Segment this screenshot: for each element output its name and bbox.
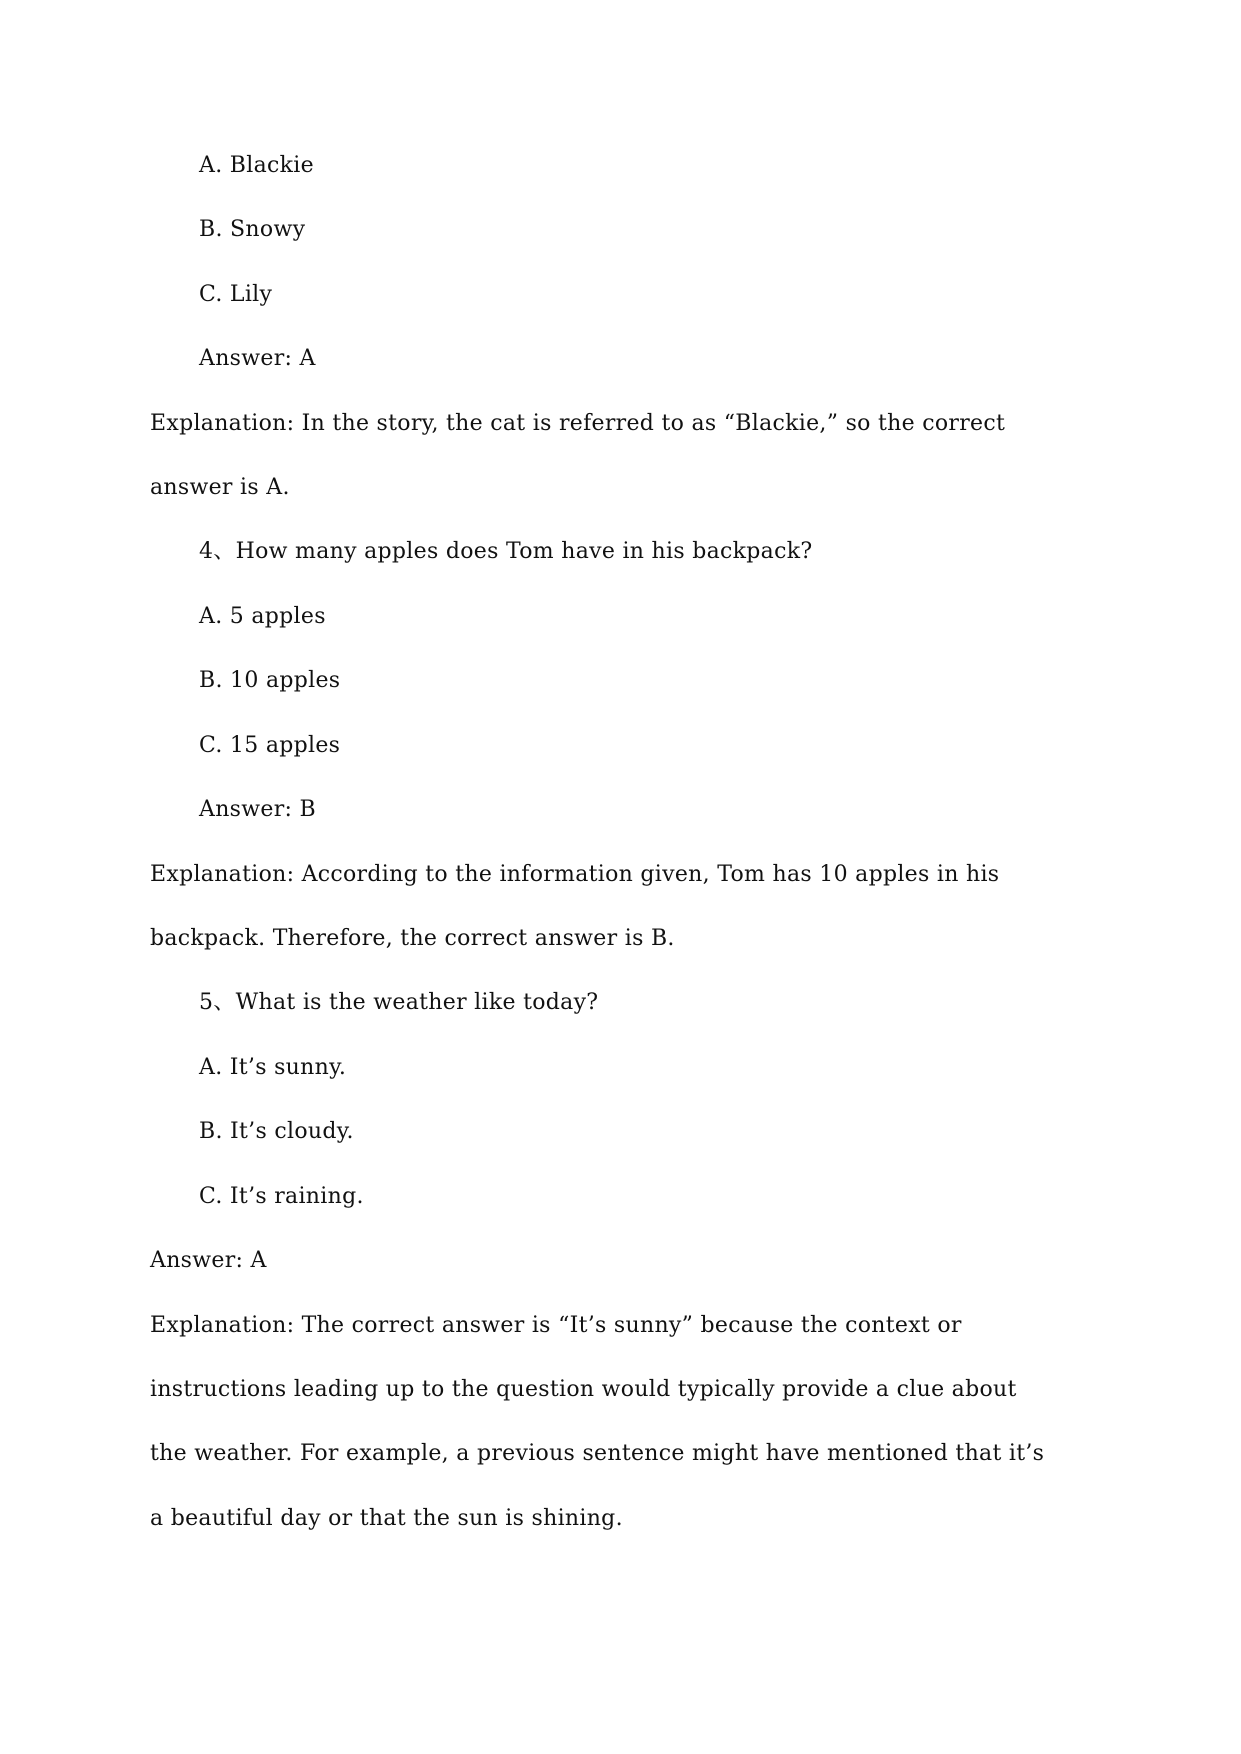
q5-option-c: C. It’s raining. [199,1184,364,1209]
q5-explanation-line-1: Explanation: The correct answer is “It’s sunny” because the context or [150,1313,962,1338]
q4-option-b: B. 10 apples [199,668,341,693]
q5-option-a: A. It’s sunny. [199,1055,347,1080]
q3-answer: Answer: A [199,346,316,371]
q5-option-b: B. It’s cloudy. [199,1119,354,1144]
q4-answer: Answer: B [199,797,316,822]
q3-explanation-line-1: Explanation: In the story, the cat is referred to as “Blackie,” so the correct [150,411,1006,436]
q5-explanation-line-4: a beautiful day or that the sun is shining. [150,1506,623,1531]
q3-option-c: C. Lily [199,282,273,307]
q4-option-c: C. 15 apples [199,733,341,758]
q3-option-b: B. Snowy [199,217,306,242]
q4-explanation-line-1: Explanation: According to the information given, Tom has 10 apples in his [150,862,1000,887]
q5-question: 5、What is the weather like today? [199,990,599,1015]
q4-option-a: A. 5 apples [199,604,326,629]
q5-explanation-line-2: instructions leading up to the question would typically provide a clue about [150,1377,1017,1402]
q3-explanation-line-2: answer is A. [150,475,290,500]
q5-explanation-line-3: the weather. For example, a previous sentence might have mentioned that it’s [150,1441,1045,1466]
q4-explanation-line-2: backpack. Therefore, the correct answer is B. [150,926,675,951]
q3-option-a: A. Blackie [199,153,314,178]
q4-question: 4、How many apples does Tom have in his backpack? [199,539,813,564]
q5-answer: Answer: A [150,1248,267,1273]
